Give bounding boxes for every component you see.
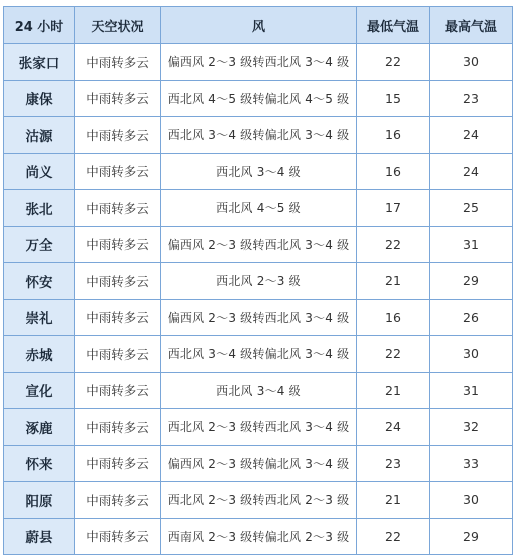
- high-temp-cell: 24: [430, 153, 513, 190]
- header-low-temp: 最低气温: [357, 7, 430, 44]
- wind-cell: 偏西风 2～3 级转西北风 3～4 级: [161, 44, 357, 81]
- table-row: [4, 336, 513, 373]
- weather-forecast-table: [3, 6, 513, 555]
- low-temp-cell: 16: [357, 117, 430, 154]
- city-cell: 怀来: [4, 445, 75, 482]
- sky-condition-cell: 中雨转多云: [75, 409, 161, 446]
- low-temp-cell: 24: [357, 409, 430, 446]
- wind-cell: 偏西风 2～3 级转偏北风 3～4 级: [161, 445, 357, 482]
- high-temp-cell: 30: [430, 336, 513, 373]
- sky-condition-cell: 中雨转多云: [75, 299, 161, 336]
- high-temp-cell: 26: [430, 299, 513, 336]
- city-cell: 尚义: [4, 153, 75, 190]
- city-cell: 崇礼: [4, 299, 75, 336]
- city-cell: 宣化: [4, 372, 75, 409]
- low-temp-cell: 22: [357, 518, 430, 555]
- table-row: [4, 263, 513, 300]
- low-temp-cell: 22: [357, 226, 430, 263]
- wind-cell: 西北风 4～5 级: [161, 190, 357, 227]
- table-row: [4, 518, 513, 555]
- table-row: [4, 482, 513, 519]
- sky-condition-cell: 中雨转多云: [75, 336, 161, 373]
- table-row: [4, 445, 513, 482]
- sky-condition-cell: 中雨转多云: [75, 518, 161, 555]
- wind-cell: 西北风 3～4 级: [161, 372, 357, 409]
- low-temp-cell: 21: [357, 263, 430, 300]
- city-cell: 怀安: [4, 263, 75, 300]
- table-row: [4, 409, 513, 446]
- low-temp-cell: 16: [357, 299, 430, 336]
- header-wind: 风: [161, 7, 357, 44]
- wind-cell: 西北风 4～5 级转偏北风 4～5 级: [161, 80, 357, 117]
- city-cell: 涿鹿: [4, 409, 75, 446]
- city-cell: 张北: [4, 190, 75, 227]
- wind-cell: 偏西风 2～3 级转西北风 3～4 级: [161, 299, 357, 336]
- wind-cell: 西北风 3～4 级转偏北风 3～4 级: [161, 117, 357, 154]
- wind-cell: 西北风 2～3 级转西北风 2～3 级: [161, 482, 357, 519]
- low-temp-cell: 22: [357, 44, 430, 81]
- city-cell: 赤城: [4, 336, 75, 373]
- sky-condition-cell: 中雨转多云: [75, 445, 161, 482]
- city-cell: 蔚县: [4, 518, 75, 555]
- high-temp-cell: 33: [430, 445, 513, 482]
- low-temp-cell: 23: [357, 445, 430, 482]
- wind-cell: 西南风 2～3 级转偏北风 2～3 级: [161, 518, 357, 555]
- sky-condition-cell: 中雨转多云: [75, 226, 161, 263]
- low-temp-cell: 15: [357, 80, 430, 117]
- city-cell: 康保: [4, 80, 75, 117]
- high-temp-cell: 29: [430, 518, 513, 555]
- header-sky: 天空状况: [75, 7, 161, 44]
- table-row: [4, 299, 513, 336]
- high-temp-cell: 31: [430, 226, 513, 263]
- sky-condition-cell: 中雨转多云: [75, 372, 161, 409]
- header-high-temp: 最高气温: [430, 7, 513, 44]
- table-row: [4, 44, 513, 81]
- high-temp-cell: 32: [430, 409, 513, 446]
- wind-cell: 西北风 3～4 级: [161, 153, 357, 190]
- low-temp-cell: 22: [357, 336, 430, 373]
- high-temp-cell: 25: [430, 190, 513, 227]
- table-row: [4, 372, 513, 409]
- sky-condition-cell: 中雨转多云: [75, 153, 161, 190]
- header-row: [4, 7, 513, 44]
- city-cell: 张家口: [4, 44, 75, 81]
- low-temp-cell: 21: [357, 482, 430, 519]
- wind-cell: 西北风 3～4 级转偏北风 3～4 级: [161, 336, 357, 373]
- sky-condition-cell: 中雨转多云: [75, 80, 161, 117]
- high-temp-cell: 24: [430, 117, 513, 154]
- wind-cell: 西北风 2～3 级: [161, 263, 357, 300]
- table-row: [4, 190, 513, 227]
- high-temp-cell: 30: [430, 482, 513, 519]
- high-temp-cell: 23: [430, 80, 513, 117]
- table-row: [4, 153, 513, 190]
- header-period: 24 小时: [4, 7, 75, 44]
- sky-condition-cell: 中雨转多云: [75, 263, 161, 300]
- city-cell: 沽源: [4, 117, 75, 154]
- high-temp-cell: 30: [430, 44, 513, 81]
- sky-condition-cell: 中雨转多云: [75, 44, 161, 81]
- wind-cell: 偏西风 2～3 级转西北风 3～4 级: [161, 226, 357, 263]
- low-temp-cell: 21: [357, 372, 430, 409]
- table-header: [4, 7, 513, 44]
- high-temp-cell: 31: [430, 372, 513, 409]
- city-cell: 阳原: [4, 482, 75, 519]
- high-temp-cell: 29: [430, 263, 513, 300]
- city-cell: 万全: [4, 226, 75, 263]
- table-body: [4, 44, 513, 555]
- sky-condition-cell: 中雨转多云: [75, 117, 161, 154]
- table-row: [4, 117, 513, 154]
- wind-cell: 西北风 2～3 级转西北风 3～4 级: [161, 409, 357, 446]
- sky-condition-cell: 中雨转多云: [75, 482, 161, 519]
- table-row: [4, 226, 513, 263]
- table-row: [4, 80, 513, 117]
- low-temp-cell: 16: [357, 153, 430, 190]
- sky-condition-cell: 中雨转多云: [75, 190, 161, 227]
- low-temp-cell: 17: [357, 190, 430, 227]
